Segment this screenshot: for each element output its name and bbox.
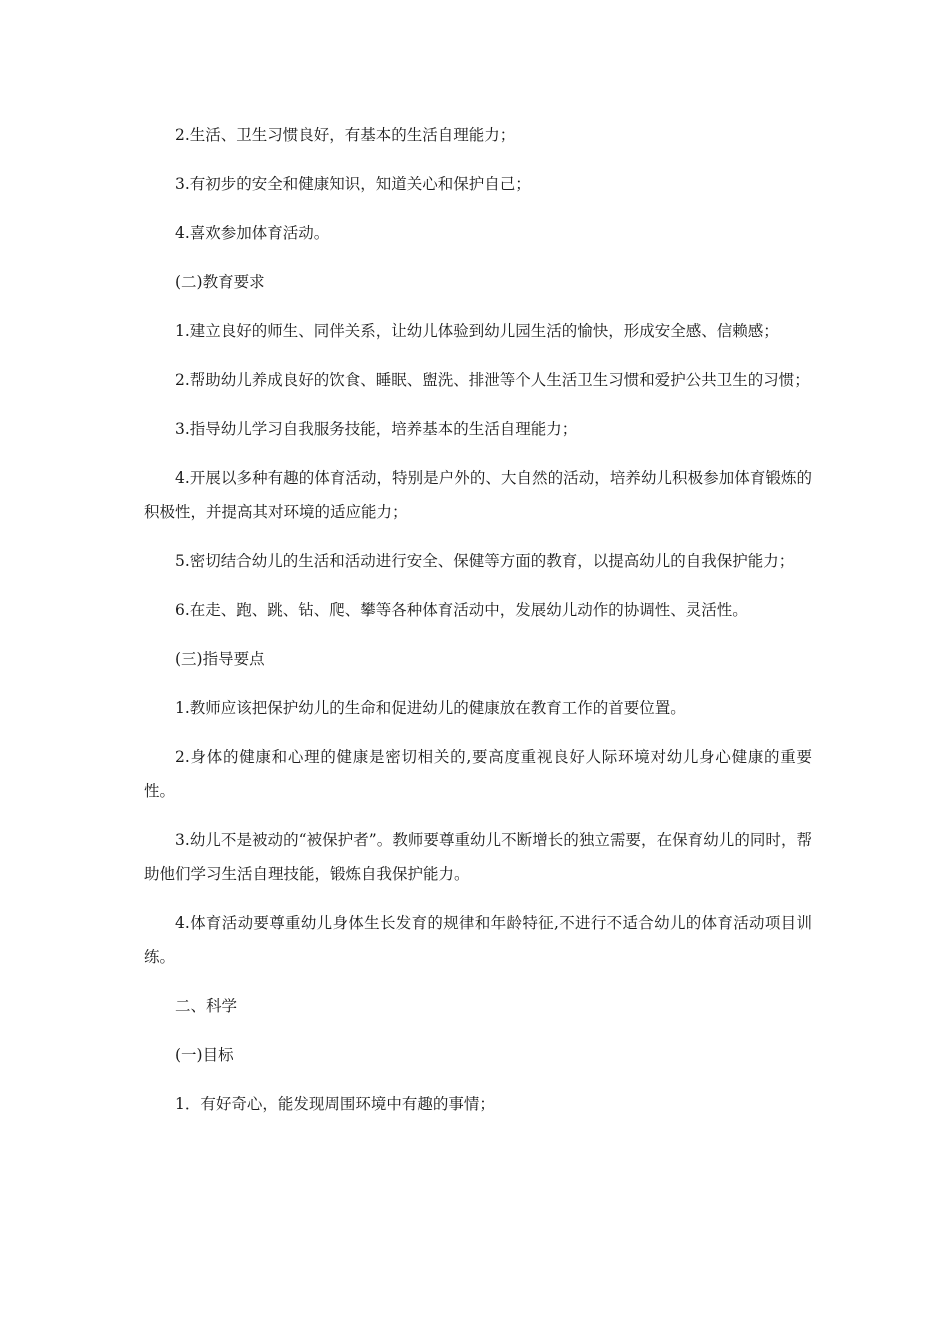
list-item: 1.教师应该把保护幼儿的生命和促进幼儿的健康放在教育工作的首要位置。 — [175, 699, 686, 717]
list-item: 3.幼儿不是被动的“被保护者”。教师要尊重幼儿不断增长的独立需要，在保育幼儿的同时，帮助他们学习生活自理技能，锻炼自我保护能力。 — [144, 831, 812, 883]
document-body — [144, 118, 812, 1136]
list-item: 2.帮助幼儿养成良好的饮食、睡眠、盥洗、排泄等个人生活卫生习惯和爱护公共卫生的习惯； — [175, 371, 810, 389]
list-item: 3.有初步的安全和健康知识，知道关心和保护自己； — [175, 175, 531, 193]
list-item: 2.生活、卫生习惯良好，有基本的生活自理能力； — [175, 126, 516, 144]
list-item: 1．有好奇心，能发现周围环境中有趣的事情； — [175, 1095, 495, 1113]
list-item: 4.喜欢参加体育活动。 — [175, 224, 330, 242]
chapter-heading: 二、科学 — [175, 997, 238, 1015]
list-item: 2.身体的健康和心理的健康是密切相关的,要高度重视良好人际环境对幼儿身心健康的重要性。 — [144, 748, 812, 800]
list-item: 4.体育活动要尊重幼儿身体生长发育的规律和年龄特征,不进行不适合幼儿的体育活动项目训练。 — [144, 914, 812, 966]
list-item: 4.开展以多种有趣的体育活动，特别是户外的、大自然的活动，培养幼儿积极参加体育锻炼的积极性，并提高其对环境的适应能力； — [144, 469, 812, 521]
list-item: 6.在走、跑、跳、钻、爬、攀等各种体育活动中，发展幼儿动作的协调性、灵活性。 — [175, 601, 748, 619]
list-item: 1.建立良好的师生、同伴关系，让幼儿体验到幼儿园生活的愉快，形成安全感、信赖感； — [175, 322, 779, 340]
section-heading: (一)目标 — [175, 1046, 234, 1064]
list-item: 3.指导幼儿学习自我服务技能，培养基本的生活自理能力； — [175, 420, 578, 438]
section-heading: (二)教育要求 — [175, 273, 265, 291]
list-item: 5.密切结合幼儿的生活和活动进行安全、保健等方面的教育，以提高幼儿的自我保护能力； — [175, 552, 795, 570]
section-heading: (三)指导要点 — [175, 650, 265, 668]
